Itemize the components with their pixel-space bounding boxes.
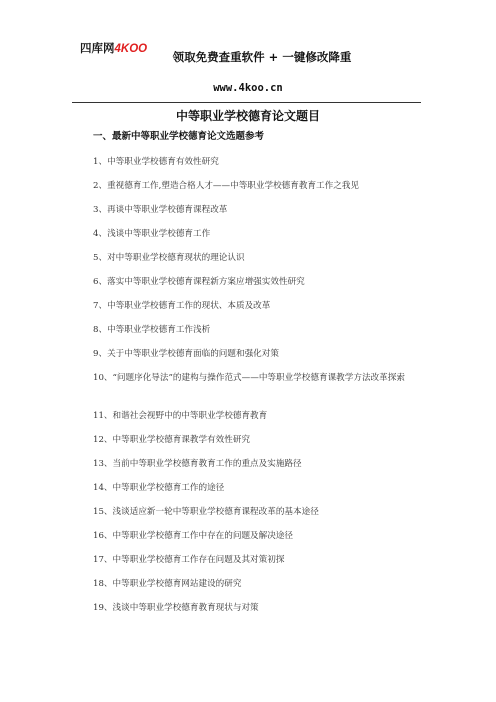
list-item [93,251,423,265]
item-number: 9、 [93,349,108,359]
item-number: 8、 [93,325,108,335]
list-item [93,481,423,495]
item-text: 落实中等职业学校德育课程新方案应增强实效性研究 [107,277,305,287]
item-number: 1、 [93,157,108,167]
list-item [93,553,423,567]
item-text: 中等职业学校德育工作的途径 [112,483,225,493]
header-divider [72,102,421,103]
item-text: 当前中等职业学校德育教育工作的重点及实施路径 [112,459,302,469]
list-item [93,577,423,591]
list-item [93,155,423,169]
item-text: 中等职业学校德育有效性研究 [107,157,219,167]
item-number: 4、 [93,229,108,239]
item-text: 浅谈中等职业学校德育教育现状与对策 [112,603,259,613]
list-item [93,371,423,385]
item-text: 浅谈适应新一轮中等职业学校德育课程改革的基本途径 [112,507,319,517]
document-title: 中等职业学校德育论文题目 [175,109,320,123]
section-heading: 一、最新中等职业学校德育论文选题参考 [93,131,265,142]
item-number: 10、 [93,373,113,383]
item-text: 和谐社会视野中的中等职业学校德育教育 [112,411,268,421]
list-item [93,179,423,193]
list-item [93,505,423,519]
item-number: 19、 [93,603,113,613]
list-item [93,275,423,289]
item-number: 14、 [93,483,113,493]
item-number: 18、 [93,579,113,589]
item-number: 5、 [93,253,108,263]
item-number: 17、 [93,555,113,565]
item-number: 7、 [93,301,108,311]
list-item [93,601,423,615]
list-item [93,347,423,361]
item-text: 浅谈中等职业学校德育工作 [107,229,211,239]
item-number: 13、 [93,459,113,469]
item-number: 6、 [93,277,108,287]
item-text: 中等职业学校德育课教学有效性研究 [112,435,251,445]
item-text: 再谈中等职业学校德育课程改革 [107,205,228,215]
site-url-link[interactable]: www.4koo.cn [213,82,283,94]
list-item [93,529,423,543]
item-text: 关于中等职业学校德育面临的问题和强化对策 [107,349,279,359]
item-number: 16、 [93,531,113,541]
item-text: 中等职业学校德育网站建设的研究 [112,579,242,589]
logo-text-cn: 四库网 [80,41,115,55]
item-text: 重视德育工作,塑造合格人才——中等职业学校德育教育工作之我见 [107,181,360,191]
item-number: 2、 [93,181,108,191]
list-item [93,203,423,217]
logo-text-en: 4KOO [114,43,148,55]
item-text: “问题序化导法”的建构与操作范式——中等职业学校德育课教学方法改革探索 [112,373,405,383]
item-text: 中等职业学校德育工作的现状、本质及改革 [107,301,271,311]
item-text: 中等职业学校德育工作中存在的问题及解决途径 [112,531,294,541]
list-item [93,227,423,241]
item-text: 中等职业学校德育工作存在问题及其对策初探 [112,555,285,565]
promo-banner-link[interactable]: 领取免费查重软件 + 一键修改降重 [172,50,352,64]
list-item [93,457,423,471]
list-item [93,433,423,447]
item-number: 12、 [93,435,113,445]
item-number: 3、 [93,205,108,215]
item-text: 对中等职业学校德育现状的理论认识 [107,253,245,263]
item-number: 15、 [93,507,113,517]
item-number: 11、 [93,411,113,421]
list-item [93,323,423,337]
item-text: 中等职业学校德育工作浅析 [107,325,211,335]
list-item [93,409,423,423]
list-item [93,299,423,313]
